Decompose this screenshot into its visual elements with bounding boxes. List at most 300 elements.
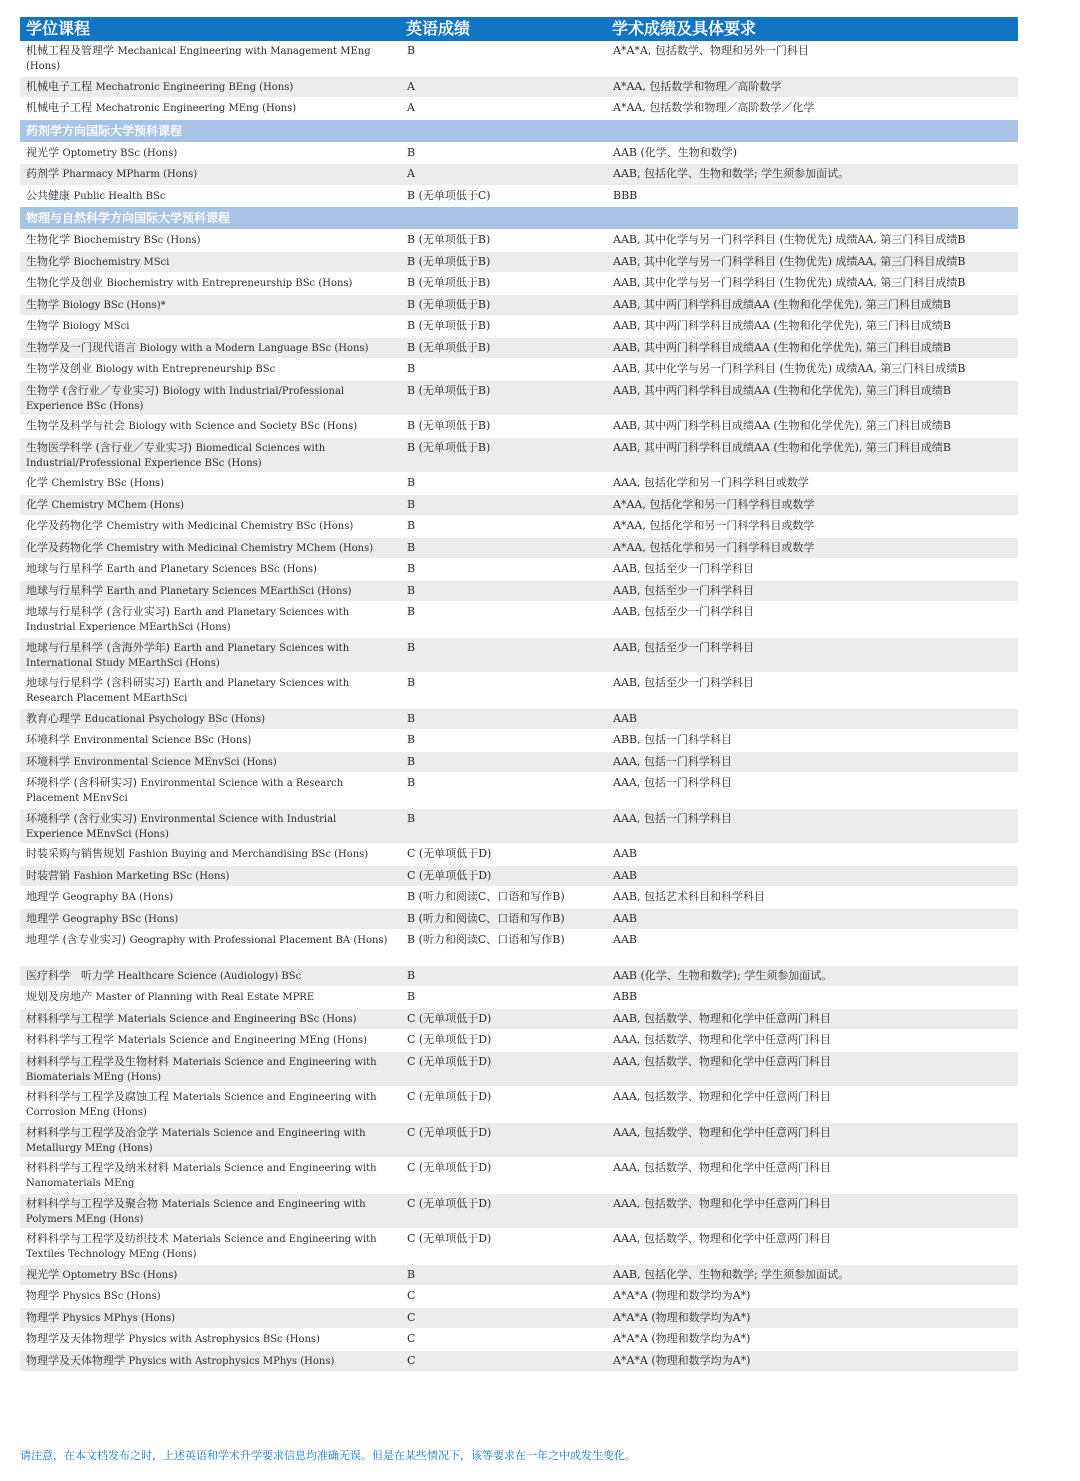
table-row [20, 381, 1018, 417]
academic-requirement-cell: A*AA, 包括化学和另一门科学科目或数学 [613, 519, 815, 532]
course-name-en: Fashion Buying and Merchandising BSc (Hons) [128, 849, 369, 860]
table-row [20, 930, 1018, 966]
course-name-zh: 材料科学与工程学及腐蚀工程 [26, 1090, 169, 1103]
course-name-zh: 材料科学与工程学及聚合物 [26, 1196, 158, 1210]
table-row [20, 252, 1018, 274]
academic-requirement-cell: AAB, 其中两门科学科目成绩AA (生物和化学优先), 第三门科目成绩B [613, 383, 952, 397]
english-requirement-cell: B (无单项低于B) [407, 340, 491, 354]
academic-requirement-cell: AAB (化学、生物和数学); 学生须参加面试。 [613, 968, 833, 982]
course-name-en: Earth and Planetary Sciences with International Study MEarthSci (Hons) [26, 642, 350, 669]
course-name-zh: 时装营销 [26, 868, 70, 882]
course-name-en: Public Health BSc [73, 190, 166, 202]
course-name-en: Pharmacy MPharm (Hons) [62, 169, 198, 180]
english-requirement-cell: B [407, 497, 416, 511]
course-name-zh: 生物学及一门现代语言 [26, 340, 136, 354]
course-name-en: Materials Science and Engineering BSc (Hons) [117, 1013, 357, 1025]
academic-requirement-cell: AAB, 其中化学与另一门科学科目 (生物优先) 成绩AA, 第三门科目成绩B [613, 276, 966, 289]
course-name-zh: 化学 [26, 476, 48, 489]
course-name-en: Physics with Astrophysics MPhys (Hons) [128, 1355, 335, 1367]
course-name-zh: 材料科学与工程学 [26, 1011, 114, 1025]
table-row [20, 1158, 1018, 1194]
course-name-en: Chemistry with Medicinal Chemistry MChem (Hons) [106, 542, 374, 554]
table-row [20, 273, 1018, 295]
course-name-cell [20, 1052, 401, 1087]
course-name-zh: 时装采购与销售规划 [26, 847, 125, 860]
requirements-table [20, 17, 1018, 1372]
english-requirement-cell: B [407, 605, 416, 618]
english-requirement-cell: B [407, 476, 416, 489]
course-name-cell [20, 602, 401, 637]
english-requirement-cell: B [407, 754, 416, 768]
table-body [20, 41, 1018, 1372]
table-row [20, 1308, 1018, 1330]
table-row [20, 1052, 1018, 1088]
course-name-zh: 规划及房地产 [26, 990, 92, 1003]
course-name-cell [20, 1009, 401, 1030]
academic-requirement-cell: AAB [613, 933, 637, 946]
course-name-cell [20, 866, 401, 887]
course-name-zh: 材料科学与工程学及纺织技术 [26, 1232, 169, 1245]
course-name-en: Biochemistry MSci [73, 256, 170, 268]
course-name-cell [20, 809, 401, 844]
academic-requirement-cell: A*AA, 包括数学和物理／高阶数学／化学 [613, 101, 815, 114]
academic-requirement-cell: AAB, 其中两门科学科目成绩AA (生物和化学优先), 第三门科目成绩B [613, 440, 952, 454]
table-row [20, 773, 1018, 809]
course-name-zh: 地球与行星科学 (含海外学年) [26, 640, 171, 654]
english-requirement-cell: C (无单项低于D) [407, 1196, 492, 1210]
course-name-en: Mechanical Engineering with Management MEng (Hons) [26, 46, 371, 72]
course-name-en: Biology MSci [62, 321, 130, 332]
course-name-zh: 材料科学与工程学 [26, 1033, 114, 1046]
academic-requirement-cell: AAB, 包括数学、物理和化学中任意两门科目 [613, 1011, 831, 1025]
academic-requirement-cell: AAA, 包括数学、物理和化学中任意两门科目 [613, 1054, 831, 1068]
academic-requirement-cell: A*A*A (物理和数学均为A*) [613, 1289, 751, 1302]
course-name-en: Earth and Planetary Sciences BSc (Hons) [106, 564, 317, 575]
course-name-en: Environmental Science BSc (Hons) [73, 735, 252, 746]
english-requirement-cell: B (无单项低于B) [407, 276, 491, 289]
course-name-cell [20, 581, 401, 602]
course-name-cell [20, 966, 401, 987]
course-name-cell [20, 164, 401, 185]
course-name-en: Chemistry MChem (Hons) [51, 499, 184, 511]
course-name-zh: 药剂学 [26, 167, 59, 180]
academic-requirement-cell: AAA, 包括化学和另一门科学科目或数学 [613, 476, 809, 489]
course-name-zh: 地球与行星科学 (含科研实习) [26, 676, 171, 689]
course-name-cell [20, 1286, 401, 1307]
course-name-cell [20, 416, 401, 437]
course-name-cell [20, 473, 401, 494]
table-row [20, 1286, 1018, 1308]
course-name-en: Physics BSc (Hons) [62, 1291, 161, 1302]
table-header [20, 17, 1018, 41]
table-row [20, 98, 1018, 120]
english-requirement-cell: C [407, 1289, 416, 1302]
table-row [20, 752, 1018, 774]
course-name-zh: 环境科学 (含科研实习) [26, 776, 138, 789]
academic-requirement-cell: AAB [613, 911, 637, 925]
section-header: 物理与自然科学方向国际大学预科课程 [20, 207, 1018, 230]
course-name-zh: 物理学 [26, 1289, 59, 1302]
course-name-zh: 物理学及天体物理学 [26, 1332, 125, 1345]
course-name-cell [20, 887, 401, 908]
course-name-zh: 化学 [26, 497, 48, 511]
table-row [20, 1229, 1018, 1265]
course-name-en: Optometry BSc (Hons) [62, 1269, 178, 1281]
academic-requirement-cell: AAA, 包括数学、物理和化学中任意两门科目 [613, 1196, 831, 1210]
course-name-cell [20, 559, 401, 580]
course-name-zh: 环境科学 (含行业实习) [26, 811, 138, 825]
course-name-en: Biology with a Modern Language BSc (Hons) [139, 342, 369, 354]
academic-requirement-cell: AAB, 其中两门科学科目成绩AA (生物和化学优先), 第三门科目成绩B [613, 319, 952, 332]
table-row [20, 438, 1018, 474]
english-requirement-cell: B [407, 990, 416, 1003]
course-name-en: Biology BSc (Hons)* [62, 299, 166, 311]
course-name-cell [20, 359, 401, 380]
header-degree: 学位课程 [26, 19, 91, 38]
course-name-cell [20, 143, 401, 164]
course-name-cell [20, 1351, 401, 1372]
table-row [20, 1329, 1018, 1351]
course-name-zh: 生物学 (含行业／专业实习) [26, 383, 160, 397]
academic-requirement-cell: A*AA, 包括数学和物理／高阶数学 [613, 79, 782, 93]
course-name-cell [20, 495, 401, 516]
academic-requirement-cell: AAB [613, 868, 637, 882]
course-name-en: Materials Science and Engineering with Corrosion MEng (Hons) [26, 1092, 377, 1118]
course-name-zh: 生物化学及创业 [26, 276, 103, 289]
english-requirement-cell: B (无单项低于B) [407, 419, 491, 432]
english-requirement-cell: B (听力和阅读C、口语和写作B) [407, 890, 565, 903]
table-row [20, 230, 1018, 252]
english-requirement-cell: B [407, 562, 416, 575]
academic-requirement-cell: A*A*A (物理和数学均为A*) [613, 1310, 751, 1324]
course-name-en: Biology with Entrepreneurship BSc [95, 364, 276, 375]
course-name-cell [20, 673, 401, 708]
academic-requirement-cell: A*AA, 包括化学和另一门科学科目或数学 [613, 497, 815, 511]
table-row [20, 581, 1018, 603]
course-name-zh: 化学及药物化学 [26, 540, 103, 554]
table-row [20, 359, 1018, 381]
course-name-cell [20, 516, 401, 537]
academic-requirement-cell: AAB, 包括至少一门科学科目 [613, 562, 754, 575]
course-name-cell [20, 709, 401, 730]
course-name-en: Educational Psychology BSc (Hons) [84, 713, 266, 725]
english-requirement-cell: C [407, 1310, 416, 1324]
table-row [20, 559, 1018, 581]
english-requirement-cell: B [407, 676, 416, 689]
english-requirement-cell: B (无单项低于B) [407, 319, 491, 332]
course-name-zh: 机械电子工程 [26, 101, 92, 114]
english-requirement-cell: B [407, 733, 416, 746]
table-row [20, 602, 1018, 638]
course-name-cell [20, 844, 401, 865]
course-name-cell [20, 987, 401, 1008]
course-name-cell [20, 77, 401, 98]
academic-requirement-cell: AAB, 其中化学与另一门科学科目 (生物优先) 成绩AA, 第三门科目成绩B [613, 362, 966, 375]
course-name-en: Earth and Planetary Sciences with Research Placement MEarthSci [26, 678, 350, 704]
academic-requirement-cell: AAA, 包括一门科学科目 [613, 776, 732, 789]
table-row [20, 909, 1018, 931]
table-row [20, 730, 1018, 752]
course-name-en: Chemistry BSc (Hons) [51, 478, 165, 489]
english-requirement-cell: C (无单项低于D) [407, 1090, 492, 1103]
table-row [20, 143, 1018, 165]
course-name-en: Environmental Science with a Research Placement MEnvSci [26, 778, 344, 804]
course-name-en: Physics with Astrophysics BSc (Hons) [128, 1334, 320, 1345]
table-row [20, 1351, 1018, 1373]
english-requirement-cell: B (无单项低于B) [407, 440, 491, 454]
course-name-cell [20, 1329, 401, 1350]
course-name-cell [20, 773, 401, 808]
academic-requirement-cell: AAB, 包括至少一门科学科目 [613, 640, 754, 654]
english-requirement-cell: B (听力和阅读C、口语和写作B) [407, 911, 565, 925]
english-requirement-cell: B [407, 811, 416, 825]
english-requirement-cell: B [407, 362, 416, 375]
academic-requirement-cell: AAB, 包括至少一门科学科目 [613, 583, 754, 597]
academic-requirement-cell: AAB [613, 711, 637, 725]
table-row [20, 164, 1018, 186]
course-name-zh: 医疗科学 听力学 [26, 968, 114, 982]
table-row [20, 809, 1018, 845]
course-name-zh: 生物化学 [26, 254, 70, 268]
academic-requirement-cell: AAA, 包括数学、物理和化学中任意两门科目 [613, 1232, 831, 1245]
course-name-en: Biology with Science and Society BSc (Hons) [128, 421, 358, 432]
course-name-en: Biochemistry BSc (Hons) [73, 235, 201, 246]
footnote: 请注意，在本文档发布之时，上述英语和学术升学要求信息均准确无误。但是在某些情况下，该等要求在一年之中或发生变化。 [20, 1449, 636, 1462]
header-academic: 学术成绩及具体要求 [612, 19, 757, 38]
table-row [20, 77, 1018, 99]
course-name-en: Earth and Planetary Sciences MEarthSci (Hons) [106, 585, 352, 597]
course-name-zh: 环境科学 [26, 754, 70, 768]
course-name-en: Materials Science and Engineering with Biomaterials MEng (Hons) [26, 1056, 377, 1083]
academic-requirement-cell: A*A*A, 包括数学、物理和另外一门科目 [613, 44, 809, 57]
course-name-zh: 视光学 [26, 1267, 59, 1281]
table-row [20, 538, 1018, 560]
course-name-cell [20, 1158, 401, 1193]
academic-requirement-cell: AAB, 包括艺术科目和科学科目 [613, 890, 765, 903]
english-requirement-cell: B [407, 968, 416, 982]
english-requirement-cell: B [407, 711, 416, 725]
table-row [20, 1265, 1018, 1287]
table-row [20, 41, 1018, 77]
course-name-zh: 机械电子工程 [26, 79, 92, 93]
course-name-cell [20, 1030, 401, 1051]
english-requirement-cell: B [407, 44, 416, 57]
course-name-cell [20, 438, 401, 473]
course-name-cell [20, 273, 401, 294]
course-name-zh: 生物学 [26, 297, 59, 311]
academic-requirement-cell: AAA, 包括数学、物理和化学中任意两门科目 [613, 1125, 831, 1139]
english-requirement-cell: C (无单项低于D) [407, 1011, 492, 1025]
course-name-zh: 生物学及创业 [26, 362, 92, 375]
course-name-cell [20, 338, 401, 359]
academic-requirement-cell: AAB, 其中化学与另一门科学科目 (生物优先) 成绩AA, 第三门科目成绩B [613, 233, 966, 246]
course-name-zh: 视光学 [26, 145, 59, 159]
table-row [20, 987, 1018, 1009]
table-row [20, 1009, 1018, 1031]
table-row [20, 966, 1018, 988]
academic-requirement-cell: A*A*A (物理和数学均为A*) [613, 1353, 751, 1367]
course-name-cell [20, 1087, 401, 1122]
english-requirement-cell: C (无单项低于D) [407, 847, 492, 860]
english-requirement-cell: B [407, 640, 416, 654]
course-name-zh: 生物学及科学与社会 [26, 419, 125, 432]
course-name-zh: 环境科学 [26, 733, 70, 746]
academic-requirement-cell: AAB, 包括化学、生物和数学; 学生须参加面试。 [613, 1267, 850, 1281]
course-name-en: Earth and Planetary Sciences with Industrial Experience MEarthSci (Hons) [26, 607, 350, 633]
course-name-en: Materials Science and Engineering MEng (Hons) [117, 1035, 368, 1046]
course-name-zh: 地球与行星科学 (含行业实习) [26, 605, 171, 618]
course-name-en: Materials Science and Engineering with Textiles Technology MEng (Hons) [26, 1234, 377, 1260]
english-requirement-cell: B (无单项低于B) [407, 383, 491, 397]
table-row [20, 1087, 1018, 1123]
course-name-cell [20, 230, 401, 251]
academic-requirement-cell: AAA, 包括数学、物理和化学中任意两门科目 [613, 1090, 831, 1103]
course-name-cell [20, 98, 401, 119]
table-row [20, 887, 1018, 909]
academic-requirement-cell: AAB, 包括至少一门科学科目 [613, 605, 754, 618]
course-name-en: Geography with Professional Placement BA (Hons) [129, 935, 388, 946]
course-name-zh: 地理学 (含专业实习) [26, 933, 127, 946]
course-name-en: Materials Science and Engineering with Nanomaterials MEng [26, 1163, 377, 1189]
course-name-en: Biochemistry with Entrepreneurship BSc (Hons) [106, 278, 353, 289]
course-name-en: Healthcare Science (Audiology) BSc [117, 970, 302, 982]
english-requirement-cell: B [407, 583, 416, 597]
english-requirement-cell: B [407, 1267, 416, 1281]
academic-requirement-cell: ABB, 包括一门科学科目 [613, 733, 733, 746]
table-row [20, 516, 1018, 538]
course-name-cell [20, 538, 401, 559]
english-requirement-cell: B (无单项低于B) [407, 297, 491, 311]
course-name-en: Materials Science and Engineering with Polymers MEng (Hons) [26, 1198, 366, 1225]
english-requirement-cell: B (无单项低于B) [407, 254, 491, 268]
academic-requirement-cell: AAB, 包括至少一门科学科目 [613, 676, 754, 689]
table-row [20, 1194, 1018, 1230]
academic-requirement-cell: AAB, 其中化学与另一门科学科目 (生物优先) 成绩AA, 第三门科目成绩B [613, 254, 966, 268]
course-name-en: Biology with Industrial/Professional Experience BSc (Hons) [26, 385, 345, 412]
header-english: 英语成绩 [406, 19, 471, 38]
course-name-en: Geography BA (Hons) [62, 892, 174, 903]
course-name-en: Mechatronic Engineering BEng (Hons) [95, 81, 294, 93]
course-name-zh: 物理学及天体物理学 [26, 1353, 125, 1367]
course-name-zh: 地球与行星科学 [26, 583, 103, 597]
course-name-cell [20, 730, 401, 751]
academic-requirement-cell: AAA, 包括数学、物理和化学中任意两门科目 [613, 1033, 831, 1046]
english-requirement-cell: C [407, 1353, 416, 1367]
course-name-zh: 地球与行星科学 [26, 562, 103, 575]
section-header: 药剂学方向国际大学预科课程 [20, 120, 1018, 143]
course-name-zh: 材料科学与工程学及生物材料 [26, 1054, 169, 1068]
course-name-zh: 材料科学与工程学及冶金学 [26, 1125, 158, 1139]
table-row [20, 844, 1018, 866]
course-name-cell [20, 295, 401, 316]
course-name-zh: 地理学 [26, 911, 59, 925]
course-name-zh: 生物化学 [26, 233, 70, 246]
course-name-cell [20, 1123, 401, 1158]
table-row [20, 1123, 1018, 1159]
english-requirement-cell: C (无单项低于D) [407, 1161, 492, 1174]
course-name-zh: 生物医学科学 (含行业／专业实习) [26, 440, 193, 454]
table-row [20, 338, 1018, 360]
course-name-cell [20, 186, 401, 207]
table-row [20, 186, 1018, 208]
english-requirement-cell: C (无单项低于D) [407, 868, 492, 882]
course-name-en: Geography BSc (Hons) [62, 913, 179, 925]
english-requirement-cell: C (无单项低于D) [407, 1125, 492, 1139]
english-requirement-cell: C (无单项低于D) [407, 1232, 492, 1245]
academic-requirement-cell: A*AA, 包括化学和另一门科学科目或数学 [613, 540, 815, 554]
course-name-zh: 地理学 [26, 890, 59, 903]
academic-requirement-cell: AAB, 包括化学、生物和数学; 学生须参加面试。 [613, 167, 850, 180]
english-requirement-cell: B [407, 145, 416, 159]
course-name-en: Environmental Science MEnvSci (Hons) [73, 756, 277, 768]
english-requirement-cell: B [407, 776, 416, 789]
course-name-cell [20, 41, 401, 76]
course-name-en: Biomedical Sciences with Industrial/Professional Experience BSc (Hons) [26, 442, 326, 469]
course-name-en: Fashion Marketing BSc (Hons) [73, 870, 230, 882]
table-row [20, 709, 1018, 731]
course-name-cell [20, 316, 401, 337]
course-name-cell [20, 752, 401, 773]
course-name-en: Chemistry with Medicinal Chemistry BSc (Hons) [106, 521, 354, 532]
table-row [20, 1030, 1018, 1052]
academic-requirement-cell: ABB [613, 990, 638, 1003]
english-requirement-cell: B (听力和阅读C、口语和写作B) [407, 933, 565, 946]
course-name-cell [20, 638, 401, 673]
course-name-zh: 物理学 [26, 1310, 59, 1324]
academic-requirement-cell: AAB (化学、生物和数学) [613, 145, 738, 159]
course-name-cell [20, 252, 401, 273]
course-name-cell [20, 1194, 401, 1229]
table-row [20, 673, 1018, 709]
course-name-en: Optometry BSc (Hons) [62, 147, 178, 159]
course-name-cell [20, 1229, 401, 1264]
course-name-cell [20, 1308, 401, 1329]
course-name-en: Materials Science and Engineering with Metallurgy MEng (Hons) [26, 1127, 366, 1154]
table-row [20, 316, 1018, 338]
course-name-zh: 机械工程及管理学 [26, 44, 114, 57]
course-name-zh: 公共健康 [26, 188, 70, 202]
course-name-en: Environmental Science with Industrial Experience MEnvSci (Hons) [26, 813, 337, 840]
table-row [20, 866, 1018, 888]
course-name-cell [20, 381, 401, 416]
english-requirement-cell: A [407, 79, 415, 93]
english-requirement-cell: B (无单项低于C) [407, 188, 491, 202]
academic-requirement-cell: AAB, 其中两门科学科目成绩AA (生物和化学优先), 第三门科目成绩B [613, 340, 952, 354]
academic-requirement-cell: AAA, 包括数学、物理和化学中任意两门科目 [613, 1161, 831, 1174]
course-name-cell [20, 930, 401, 965]
english-requirement-cell: B [407, 519, 416, 532]
table-row [20, 473, 1018, 495]
english-requirement-cell: C [407, 1332, 416, 1345]
academic-requirement-cell: BBB [613, 188, 638, 202]
course-name-zh: 教育心理学 [26, 711, 81, 725]
academic-requirement-cell: AAA, 包括一门科学科目 [613, 811, 732, 825]
academic-requirement-cell: AAB [613, 847, 637, 860]
english-requirement-cell: A [407, 167, 415, 180]
english-requirement-cell: C (无单项低于D) [407, 1033, 492, 1046]
course-name-cell [20, 909, 401, 930]
course-name-zh: 材料科学与工程学及纳米材料 [26, 1161, 169, 1174]
table-row [20, 416, 1018, 438]
english-requirement-cell: B [407, 540, 416, 554]
course-name-en: Mechatronic Engineering MEng (Hons) [95, 103, 297, 114]
table-row [20, 295, 1018, 317]
course-name-en: Physics MPhys (Hons) [62, 1312, 176, 1324]
academic-requirement-cell: AAB, 其中两门科学科目成绩AA (生物和化学优先), 第三门科目成绩B [613, 419, 952, 432]
english-requirement-cell: C (无单项低于D) [407, 1054, 492, 1068]
english-requirement-cell: A [407, 101, 415, 114]
academic-requirement-cell: A*A*A (物理和数学均为A*) [613, 1332, 751, 1345]
